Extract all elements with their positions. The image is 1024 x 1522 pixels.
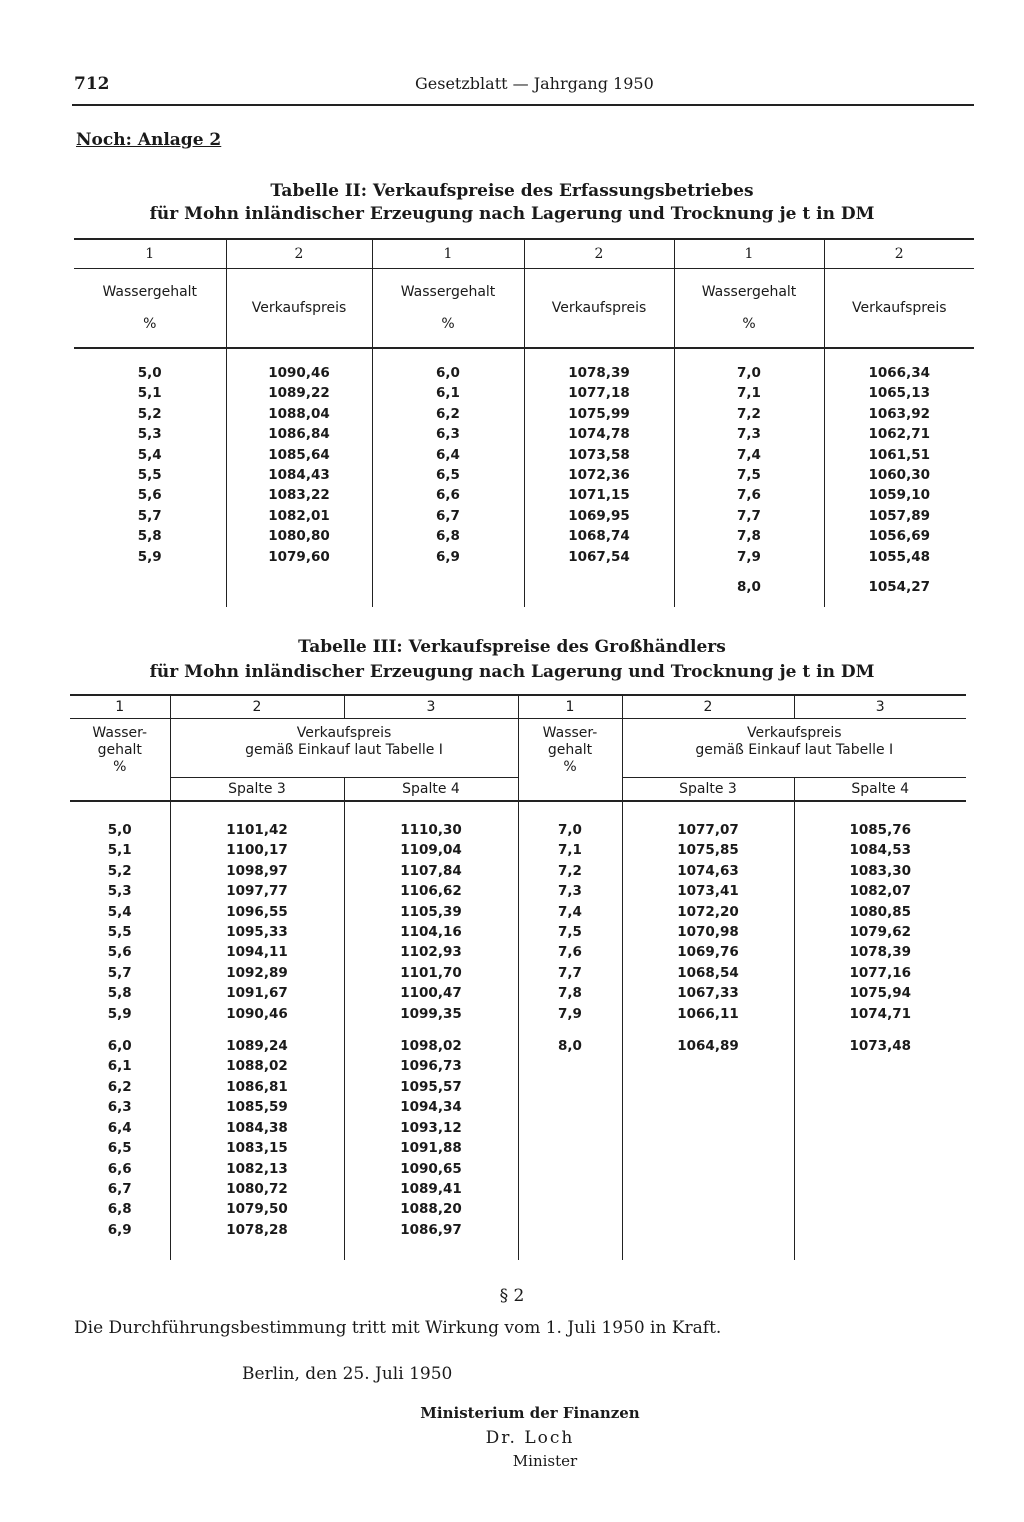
table-cell-value: 1109,04	[400, 842, 462, 859]
header-water	[674, 269, 824, 349]
enactment-text: Die Durchführungsbestimmung tritt mit Wirkung vom 1. Juli 1950 in Kraft.	[74, 1318, 722, 1338]
table-cell-value: 1085,64	[268, 446, 330, 463]
table-cell-value: 1091,67	[226, 985, 288, 1002]
table-cell-value: 1097,77	[226, 883, 288, 900]
table-cell-value: 1075,94	[849, 985, 911, 1002]
table-cell-value: 1092,89	[226, 964, 288, 981]
table-cell-value: 5,1	[137, 385, 162, 402]
table-cell-value: 1086,84	[268, 426, 330, 443]
table-cell-value: 1088,02	[226, 1058, 288, 1075]
label: Wassergehalt	[701, 284, 797, 300]
label: gehalt	[547, 742, 593, 758]
table-cell-value: 1061,51	[868, 446, 930, 463]
table-cell-value: 5,3	[107, 883, 132, 900]
table-cell-value: 1075,85	[677, 842, 739, 859]
table-cell-value: 6,2	[107, 1078, 132, 1095]
table-cell-value: 1074,63	[677, 862, 739, 879]
table-cell-value: 1088,20	[400, 1201, 462, 1218]
table2-header-row	[74, 269, 974, 349]
values-a	[623, 820, 794, 1024]
header-spalte3: Spalte 3	[622, 778, 794, 802]
table-cell-value: 1086,81	[226, 1078, 288, 1095]
table3-column-numbers	[70, 695, 966, 719]
label: Wassergehalt	[102, 284, 198, 300]
table-cell-value: 5,9	[107, 1005, 132, 1022]
table-cell-value: 6,0	[107, 1038, 132, 1055]
col-number: 1	[372, 239, 524, 269]
values-a	[795, 820, 967, 1024]
header-water	[372, 269, 524, 349]
table-cell-value: 1056,69	[868, 528, 930, 545]
table-cell-value: 6,0	[436, 365, 460, 381]
spalte4-column	[794, 801, 966, 1260]
table-cell-value: 7,8	[737, 528, 761, 545]
table-cell-value: 1077,16	[849, 964, 911, 981]
header-price: Verkaufspreis	[824, 269, 974, 349]
water-column	[674, 348, 824, 607]
table-cell-value: 1078,39	[849, 944, 911, 961]
table-cell-value: 1066,11	[677, 1005, 739, 1022]
table3-subtitle: für Mohn inländischer Erzeugung nach Lagerung und Trocknung je t in DM	[149, 662, 875, 682]
table-cell-value: 1095,33	[226, 924, 288, 941]
table-cell-value: 7,9	[737, 548, 761, 565]
table-cell-value: 1100,17	[226, 842, 288, 859]
section-label: Noch: Anlage 2	[76, 130, 222, 150]
spalte3-column	[622, 801, 794, 1260]
page-number: 712	[74, 74, 110, 94]
table-cell-value: 1085,76	[849, 822, 911, 838]
price-values	[825, 363, 975, 567]
table-cell-value: 5,7	[137, 507, 162, 524]
col-number: 3	[794, 695, 966, 719]
header-price	[170, 719, 518, 778]
table-cell-value: 6,7	[107, 1180, 132, 1197]
table-cell-value: 1065,13	[868, 385, 930, 402]
table-cell-value: 1075,99	[568, 405, 630, 422]
table-cell-value: 6,4	[107, 1119, 132, 1136]
table-cell-value: 7,7	[558, 964, 582, 981]
table-cell-value: 1083,22	[268, 487, 330, 504]
table-cell-value: 1055,48	[868, 548, 930, 565]
table-cell-value: 6,9	[107, 1221, 132, 1238]
water-column	[74, 348, 226, 607]
price-column	[524, 348, 674, 607]
table-cell-value: 1068,54	[677, 964, 739, 981]
label: gehalt	[97, 742, 142, 758]
col-number: 1	[518, 695, 622, 719]
table-cell-value: 1101,42	[226, 822, 288, 838]
table3-header-row	[70, 719, 966, 778]
col-number: 2	[226, 239, 372, 269]
table-cell-value: 7,4	[558, 903, 582, 920]
signatory: Dr. Loch	[485, 1428, 575, 1448]
table-cell-value: 1073,41	[677, 883, 739, 900]
label: gemäß Einkauf laut Tabelle I	[245, 742, 443, 758]
label: gemäß Einkauf laut Tabelle I	[695, 742, 894, 758]
table-cell-value: 1110,30	[400, 822, 462, 838]
table-cell-value: 7,2	[558, 862, 582, 879]
table-cell-value: 1105,39	[400, 903, 462, 920]
values-a	[171, 820, 344, 1024]
table-cell-value: 1067,54	[568, 548, 630, 565]
table-cell-value: 6,4	[436, 446, 460, 463]
table3	[70, 694, 966, 1260]
table-cell-value: 1069,95	[568, 507, 630, 524]
table-cell-value: 5,5	[107, 924, 132, 941]
table-cell-value: 1079,62	[849, 924, 911, 941]
table-cell-value: 5,8	[137, 528, 162, 545]
table-cell-value: 5,4	[137, 446, 162, 463]
table-cell-value: 6,7	[436, 507, 460, 524]
header-price: Verkaufspreis	[524, 269, 674, 349]
table-cell-value: 1066,34	[868, 365, 930, 381]
table-cell-value: 7,0	[558, 822, 582, 838]
unit: %	[113, 759, 127, 775]
table2-title: Tabelle II: Verkaufspreise des Erfassungsbetriebes	[270, 181, 754, 201]
table2-column-numbers	[74, 239, 974, 269]
spalte4-column	[344, 801, 518, 1260]
authority: Ministerium der Finanzen	[420, 1404, 640, 1422]
table-cell-value: 1072,20	[677, 903, 739, 920]
table-cell-value: 1064,89	[677, 1038, 739, 1055]
table-cell-value: 1100,47	[400, 985, 462, 1002]
table-cell-value: 1073,58	[568, 446, 630, 463]
table-cell-value: 1096,73	[400, 1058, 462, 1075]
table-cell-value: 1080,80	[268, 528, 330, 545]
table-cell-value: 1077,07	[677, 822, 739, 838]
table-cell-value: 1090,65	[400, 1160, 462, 1177]
table-cell-value: 6,6	[107, 1160, 132, 1177]
table-cell-value: 6,8	[107, 1201, 132, 1218]
table-cell-value: 1107,84	[400, 862, 462, 879]
unit: %	[742, 316, 756, 332]
table-cell-value: 1077,18	[568, 385, 630, 402]
values-a	[519, 820, 622, 1024]
table-cell-value: 1071,15	[568, 487, 630, 504]
unit: %	[143, 316, 157, 332]
table-cell-value: 6,6	[436, 487, 460, 504]
table-cell-value: 1101,70	[400, 964, 462, 981]
table-cell-value: 1079,50	[226, 1201, 288, 1218]
col-number: 1	[70, 695, 170, 719]
table-cell-value: 1089,41	[400, 1180, 462, 1197]
table-cell-value: 1091,88	[400, 1140, 462, 1157]
table-cell-value: 1089,24	[226, 1038, 288, 1055]
table-cell-value: 5,6	[107, 944, 132, 961]
header-water	[74, 269, 226, 349]
unit: %	[563, 759, 577, 775]
table-cell-value: 1088,04	[268, 405, 330, 422]
table-cell-value: 1068,74	[568, 528, 630, 545]
table-cell-value: 1090,46	[268, 365, 330, 381]
table-cell-value: 7,3	[558, 883, 582, 900]
table-cell-value: 1094,11	[226, 944, 288, 961]
table-cell-value: 1072,36	[568, 467, 630, 484]
table-cell-value: 5,6	[137, 487, 162, 504]
table-cell-value: 1106,62	[400, 883, 462, 900]
values-b	[519, 1036, 622, 1056]
spalte3-column	[170, 801, 344, 1260]
header-rule	[72, 104, 974, 106]
table-cell-value: 1089,22	[268, 385, 330, 402]
table-cell-value: 1083,15	[226, 1140, 288, 1157]
table-cell-value: 7,6	[737, 487, 761, 504]
table-cell-value: 5,2	[137, 405, 162, 422]
table-cell-value: 1104,16	[400, 924, 462, 941]
table-cell-value: 1067,33	[677, 985, 739, 1002]
table-cell-value: 5,2	[107, 862, 132, 879]
table-cell-value: 1090,46	[226, 1005, 288, 1022]
col-number: 3	[344, 695, 518, 719]
table-cell-value: 1082,07	[849, 883, 911, 900]
table-cell-value: 1080,72	[226, 1180, 288, 1197]
table-cell-value: 5,0	[107, 822, 132, 838]
header-water	[518, 719, 622, 802]
values-a	[345, 820, 518, 1024]
table-cell-value: 6,9	[436, 548, 460, 565]
col-number: 2	[622, 695, 794, 719]
table-cell-value: 1078,39	[568, 365, 630, 381]
table-cell-value: 7,0	[737, 365, 761, 381]
table-cell-value: 5,3	[137, 426, 162, 443]
table3-body	[70, 801, 966, 1260]
col-number: 1	[674, 239, 824, 269]
label: Verkaufspreis	[296, 725, 392, 741]
table2	[74, 238, 974, 607]
water-column	[70, 801, 170, 1260]
table-cell-value: 7,9	[558, 1005, 582, 1022]
table-cell-value: 5,7	[107, 964, 132, 981]
table-cell-value: 1095,57	[400, 1078, 462, 1095]
table-cell-value: 1086,97	[400, 1221, 462, 1238]
table-cell-value: 7,2	[737, 405, 761, 422]
label: Wasser-	[542, 725, 598, 741]
table-cell-value: 7,4	[737, 446, 761, 463]
values-a	[70, 820, 170, 1024]
table-cell-value: 5,8	[107, 985, 132, 1002]
table-cell-value: 1102,93	[400, 944, 462, 961]
table-cell-value: 1093,12	[400, 1119, 462, 1136]
col-number: 2	[170, 695, 344, 719]
table-cell-value: 7,8	[558, 985, 582, 1002]
header-spalte4: Spalte 4	[794, 778, 966, 802]
table-cell-value: 5,5	[137, 467, 162, 484]
extra-price: 1054,27	[868, 579, 930, 596]
table-cell-value: 5,1	[107, 842, 132, 859]
table-cell-value: 1098,97	[226, 862, 288, 879]
table-cell-value: 1063,92	[868, 405, 930, 422]
values-b	[795, 1036, 967, 1056]
label: Verkaufspreis	[746, 725, 842, 741]
table-cell-value: 1096,55	[226, 903, 288, 920]
table-cell-value: 1059,10	[868, 487, 930, 504]
table2-subtitle: für Mohn inländischer Erzeugung nach Lagerung und Trocknung je t in DM	[149, 204, 875, 224]
label: Wassergehalt	[400, 284, 496, 300]
water-column	[372, 348, 524, 607]
table-cell-value: 5,4	[107, 903, 132, 920]
table-cell-value: 6,5	[107, 1140, 132, 1157]
table-cell-value: 6,3	[436, 426, 460, 443]
header-price	[622, 719, 966, 778]
table-cell-value: 7,7	[737, 507, 761, 524]
table-cell-value: 1084,53	[849, 842, 911, 859]
table-cell-value: 1074,71	[849, 1005, 911, 1022]
table-cell-value: 1073,48	[849, 1038, 911, 1055]
values-b	[345, 1036, 518, 1240]
place-date: Berlin, den 25. Juli 1950	[242, 1364, 453, 1384]
table-cell-value: 7,1	[737, 385, 761, 402]
table-cell-value: 6,5	[436, 467, 460, 484]
table-cell-value: 7,6	[558, 944, 582, 961]
col-number: 2	[824, 239, 974, 269]
col-number: 1	[74, 239, 226, 269]
price-column	[226, 348, 372, 607]
table-cell-value: 1080,85	[849, 903, 911, 920]
header-spalte4: Spalte 4	[344, 778, 518, 802]
table-cell-value: 1094,34	[400, 1099, 462, 1116]
section-heading: § 2	[499, 1286, 525, 1306]
header-spalte3: Spalte 3	[170, 778, 344, 802]
table-cell-value: 1078,28	[226, 1221, 288, 1238]
signatory-role: Minister	[512, 1452, 578, 1470]
table-cell-value: 1062,71	[868, 426, 930, 443]
header-price: Verkaufspreis	[226, 269, 372, 349]
price-column	[824, 348, 974, 607]
table-cell-value: 1083,30	[849, 862, 911, 879]
table3-title: Tabelle III: Verkaufspreise des Großhändlers	[298, 637, 726, 657]
table-cell-value: 1085,59	[226, 1099, 288, 1116]
table-cell-value: 1079,60	[268, 548, 330, 565]
table-cell-value: 1057,89	[868, 507, 930, 524]
values-b	[171, 1036, 344, 1240]
table-cell-value: 7,3	[737, 426, 761, 443]
table-cell-value: 1084,43	[268, 467, 330, 484]
table-cell-value: 7,5	[737, 467, 761, 484]
water-column	[518, 801, 622, 1260]
header-water	[70, 719, 170, 802]
table2-body	[74, 348, 974, 607]
values-b	[70, 1036, 170, 1240]
col-number: 2	[524, 239, 674, 269]
table-cell-value: 5,9	[137, 548, 162, 565]
table-cell-value: 5,0	[137, 365, 162, 381]
label: Wasser-	[92, 725, 148, 741]
table-cell-value: 6,2	[436, 405, 460, 422]
table-cell-value: 1074,78	[568, 426, 630, 443]
table-cell-value: 6,1	[107, 1058, 132, 1075]
table-cell-value: 1082,01	[268, 507, 330, 524]
gazette-title: Gesetzblatt — Jahrgang 1950	[415, 74, 654, 93]
table-cell-value: 6,8	[436, 528, 460, 545]
table-cell-value: 7,1	[558, 842, 582, 859]
table-cell-value: 1060,30	[868, 467, 930, 484]
table-cell-value: 1082,13	[226, 1160, 288, 1177]
table-cell-value: 1098,02	[400, 1038, 462, 1055]
table-cell-value: 6,3	[107, 1099, 132, 1116]
table-cell-value: 1084,38	[226, 1119, 288, 1136]
table-cell-value: 8,0	[558, 1038, 582, 1055]
table-cell-value: 1069,76	[677, 944, 739, 961]
table-cell-value: 7,5	[558, 924, 582, 941]
unit: %	[441, 316, 455, 332]
water-values	[675, 363, 824, 567]
table-cell-value: 6,1	[436, 385, 460, 402]
extra-water: 8,0	[737, 579, 761, 596]
table-cell-value: 1070,98	[677, 924, 739, 941]
values-b	[623, 1036, 794, 1056]
table-cell-value: 1099,35	[400, 1005, 462, 1022]
